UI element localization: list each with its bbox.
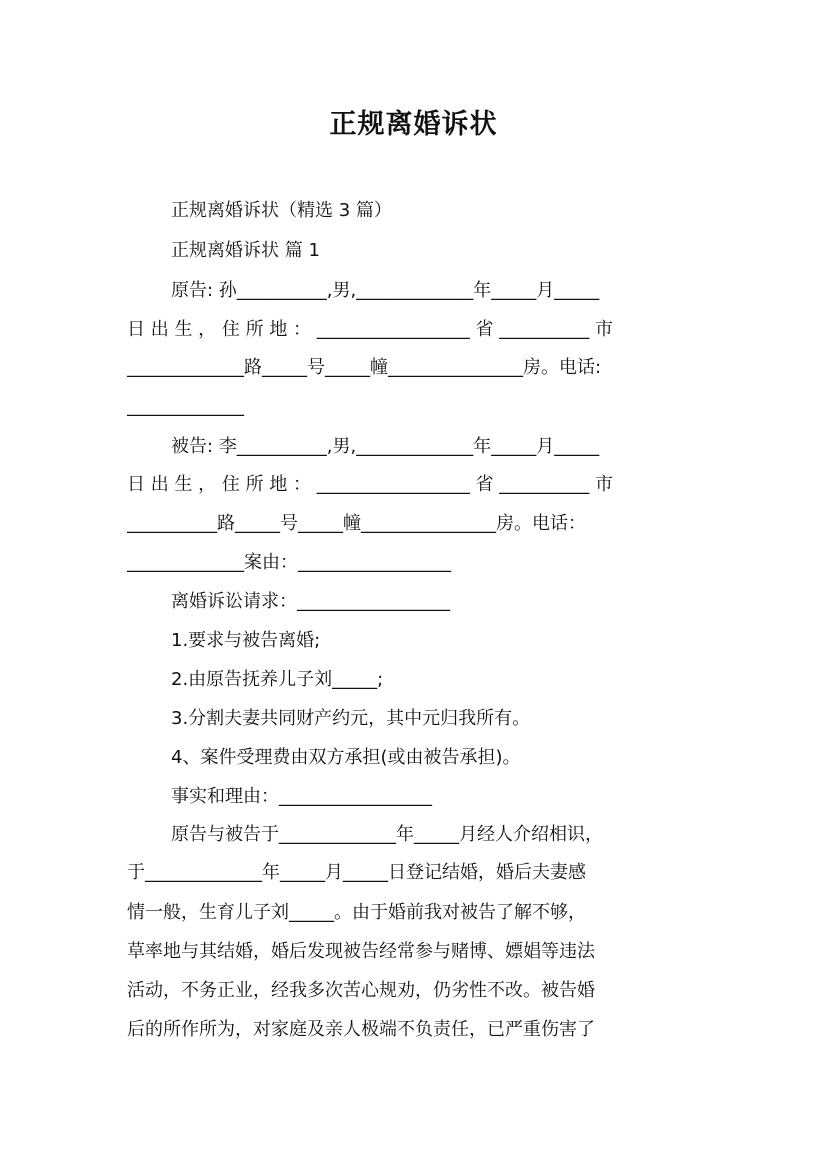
plaintiff-line-3: _____________路_____号_____幢_______________房。电话: [127, 357, 602, 378]
defendant-line-1: 被告: 李__________,男,_____________年_____月_____ [171, 436, 600, 457]
document-title: 正规离婚诉状 [329, 109, 498, 140]
facts-line-1: 原告与被告于_____________年_____月经人介绍相识， [171, 824, 603, 845]
facts-line-3: 情一般，生育儿子刘_____。由于婚前我对被告了解不够， [127, 902, 586, 923]
plaintiff-line-2: 日 出 生 ， 住 所 地 ： _________________ 省 __________ 市 [127, 319, 613, 340]
claim-item-3: 3.分割夫妻共同财产约元，其中元归我所有。 [171, 708, 531, 729]
plaintiff-line-1: 原告: 孙__________,男,_____________年_____月_____ [171, 280, 600, 301]
facts-heading: 事实和理由：_________________ [171, 786, 432, 807]
facts-line-5: 活动，不务正业，经我多次苦心规劝，仍劣性不改。被告婚 [127, 980, 595, 1001]
subtitle-line: 正规离婚诉状（精选 3 篇） [171, 200, 392, 221]
claim-item-1: 1.要求与被告离婚; [171, 630, 321, 651]
section-heading: 正规离婚诉状 篇 1 [171, 240, 320, 261]
facts-line-2: 于_____________年_____月_____日登记结婚，婚后夫妻感 [127, 862, 586, 883]
claims-heading: 离婚诉讼请求：_________________ [171, 591, 450, 612]
plaintiff-line-4: _____________ [127, 396, 244, 417]
defendant-line-3: __________路_____号_____幢_______________房。电话： [127, 513, 586, 534]
claim-item-4: 4、案件受理费由双方承担(或由被告承担)。 [171, 747, 521, 768]
claim-item-2: 2.由原告抚养儿子刘_____; [171, 669, 384, 690]
facts-line-4: 草率地与其结婚，婚后发现被告经常参与赌博、嫖娼等违法 [127, 941, 595, 962]
defendant-line-2: 日 出 生 ， 住 所 地 ： _________________ 省 __________ 市 [127, 474, 613, 495]
case-cause-line: _____________案由：_________________ [127, 552, 451, 573]
facts-line-6: 后的所作所为，对家庭及亲人极端不负责任，已严重伤害了 [127, 1019, 595, 1040]
